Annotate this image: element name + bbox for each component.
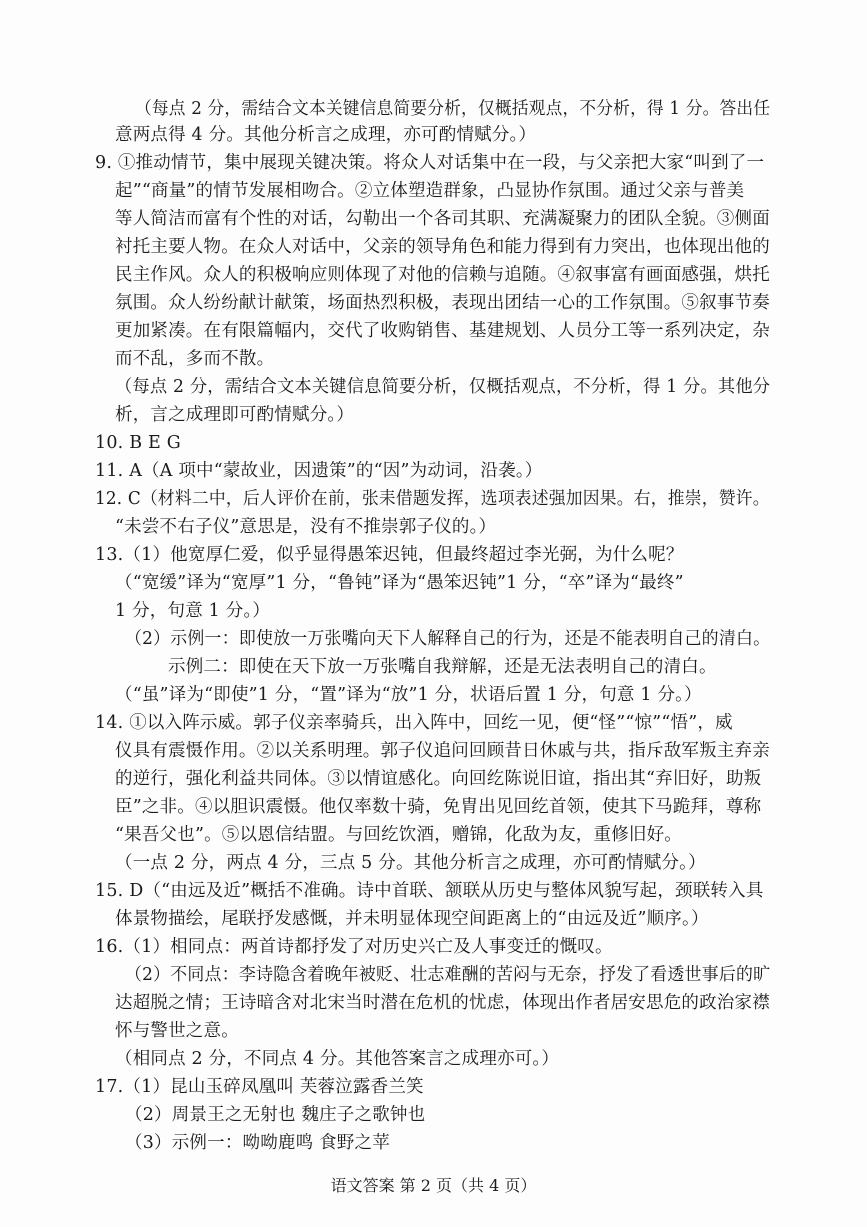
text-line: 析，言之成理即可酌情赋分。） [115,405,355,425]
text-line: 17.（1）昆山玉碎凤凰叫 芙蓉泣露香兰笑 [95,1077,424,1097]
text-line: 意两点得 4 分。其他分析言之成理，亦可酌情赋分。） [115,125,537,145]
text-line: 起”“商量”的情节发展相吻合。②立体塑造群象，凸显协作氛围。通过父亲与普美 [115,181,745,201]
text-line: 更加紧凑。在有限篇幅内，交代了收购销售、基建规划、人员分工等一系列决定，杂 [115,321,770,341]
text-line: 等人简洁而富有个性的对话，勾勒出一个各司其职、充满凝聚力的团队全貌。③侧面 [115,209,770,229]
text-line: 体景物描绘，尾联抒发感慨，并未明显体现空间距离上的“由远及近”顺序。） [115,909,709,929]
text-line: 1 分，句意 1 分。） [115,601,271,621]
text-line: （2）不同点：李诗隐含着晚年被贬、壮志难酬的苦闷与无奈，抒发了看透世事后的旷 [125,965,771,985]
text-line: 达超脱之情；王诗暗含对北宋当时潜在危机的忧虑，体现出作者居安思危的政治家襟 [115,993,770,1013]
text-line: 臣”之非。④以胆识震慑。他仅率数十骑，免胄出见回纥首领，使其下马跪拜，尊称 [115,797,762,817]
text-line: 10. B E G [95,433,181,453]
text-line: 仪具有震慑作用。②以关系明理。郭子仪追问回顾昔日休戚与共，指斥敌军叛主弃亲 [115,741,770,761]
text-line: 14. ①以入阵示威。郭子仪亲率骑兵，出入阵中，回纥一见，便“怪”“惊”“悟”，威 [95,713,733,733]
text-line: 16.（1）相同点：两首诗都抒发了对历史兴亡及人事变迁的慨叹。 [95,937,613,957]
text-line: “果吾父也”。⑤以恩信结盟。与回纥饮酒，赠锦，化敌为友，重修旧好。 [115,825,682,845]
text-line: （每点 2 分，需结合文本关键信息简要分析，仅概括观点，不分析，得 1 分。答出任 [135,99,771,119]
text-line: 9. ①推动情节，集中展现关键决策。将众人对话集中在一段，与父亲把大家“叫到了一 [95,153,765,173]
text-line: （相同点 2 分，不同点 4 分。其他答案言之成理亦可。） [115,1049,560,1069]
text-line: （2）示例一：即使放一万张嘴向天下人解释自己的行为，还是不能表明自己的清白。 [125,629,771,649]
text-line: 示例二：即使在天下放一万张嘴自我辩解，还是无法表明自己的清白。 [168,657,717,677]
text-line: 衬托主要人物。在众人对话中，父亲的领导角色和能力得到有力突出，也体现出他的 [115,237,770,257]
text-line: 13.（1）他宽厚仁爱，似乎显得愚笨迟钝，但最终超过李光弼，为什么呢？ [95,545,684,565]
text-line: 的逆行，强化利益共同体。③以情谊感化。向回纥陈说旧谊，指出其“弃旧好，助叛 [115,769,762,789]
text-line: “未尝不右子仪”意思是，没有不推崇郭子仪的。） [115,517,497,537]
text-line: 氛围。众人纷纷献计献策，场面热烈积极，表现出团结一心的工作氛围。⑤叙事节奏 [115,293,770,313]
text-line: 怀与警世之意。 [115,1021,239,1041]
text-line: 11. A（A 项中“蒙故业，因遗策”的“因”为动词，沿袭。） [95,461,543,481]
text-line: （每点 2 分，需结合文本关键信息简要分析，仅概括观点，不分析，得 1 分。其他分 [115,377,771,397]
text-line: 12. C（材料二中，后人评价在前，张耒借题发挥，选项表述强加因果。右，推崇，赞许。 [95,489,770,509]
page-footer: 语文答案 第 2 页（共 4 页） [330,1176,537,1195]
text-line: （“宽缓”译为“宽厚”1 分，“鲁钝”译为“愚笨迟钝”1 分，“卒”译为“最终” [115,573,684,593]
text-line: 民主作风。众人的积极响应则体现了对他的信赖与追随。④叙事富有画面感强，烘托 [115,265,770,285]
text-line: （2）周景王之无射也 魏庄子之歌钟也 [125,1105,426,1125]
text-line: 而不乱，多而不散。 [115,349,275,369]
text-line: （“虽”译为“即使”1 分，“置”译为“放”1 分，状语后置 1 分，句意 1 分。） [115,685,702,705]
text-line: 15. D（“由远及近”概括不准确。诗中首联、颔联从历史与整体风貌写起，颈联转入具 [95,881,764,901]
text-line: （3）示例一：呦呦鹿鸣 食野之苹 [125,1133,390,1153]
text-line: （一点 2 分，两点 4 分，三点 5 分。其他分析言之成理，亦可酌情赋分。） [115,853,706,873]
